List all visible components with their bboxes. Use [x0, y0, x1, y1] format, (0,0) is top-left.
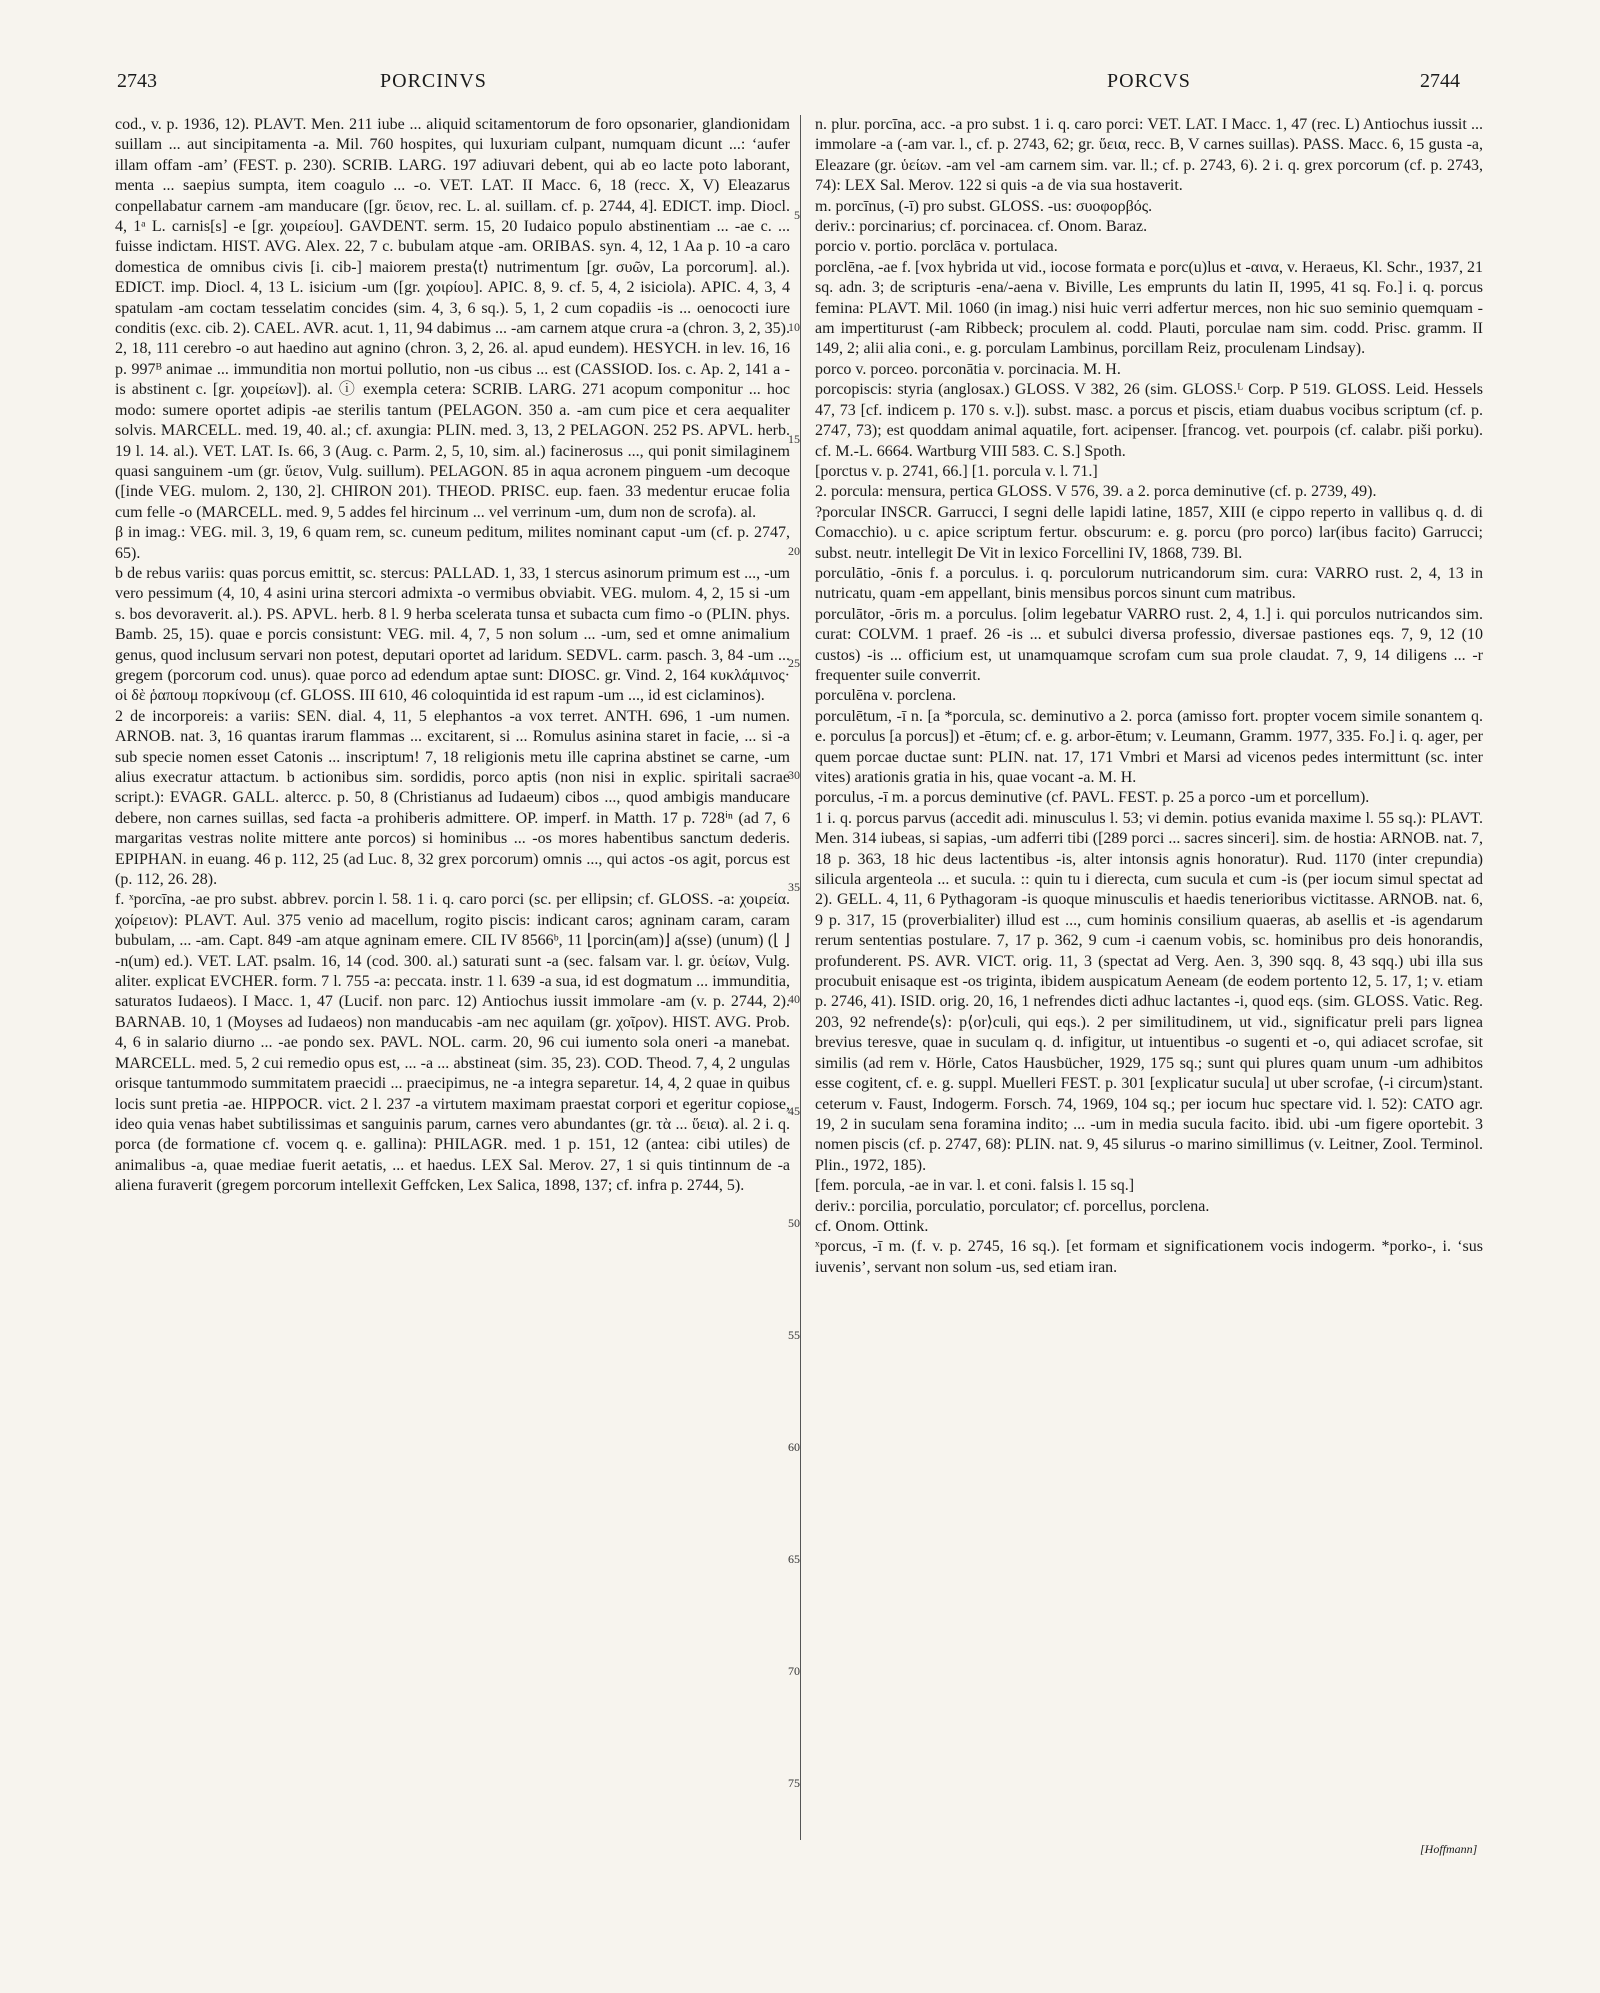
line-number: 45 — [788, 1104, 800, 1118]
line-number: 50 — [788, 1216, 800, 1230]
paragraph: porculātio, -ōnis f. a porculus. i. q. porculorum nutricandorum sim. cura: VARRO rust. 2, 4, 13 in nutricatu, quam -em appellant, binis mensibus porcos sinunt cum matribus. — [815, 564, 1483, 603]
paragraph: n. plur. porcīna, acc. -a pro subst. 1 i. q. caro porci: VET. LAT. I Macc. 1, 47 (rec. L) Antiochus iussit ... immolare -a (-am var. l., cf. p. 2743, 62; gr. ὕεια, recc. B, V carnes suillas). PASS. Macc. 6, 15 gusta -a, Eleazare (gr. ὑείων. -am vel -am carnem sim. var. ll.; cf. p. 2743, 6). 2 i. q. grex porcorum (cf. p. 2743, 74): LEX Sal. Merov. 122 si quis -a de via sua hostaverit. — [815, 116, 1483, 195]
line-number: 65 — [788, 1552, 800, 1566]
line-number: 40 — [788, 992, 800, 1006]
paragraph: b de rebus variis: quas porcus emittit, sc. stercus: PALLAD. 1, 33, 1 stercus asinorum primum est ..., -um vero pessimum (4, 10, 4 asini urina stercori admixta -o vermibus obviabit. VEG. mulom. 4, 2, 15 si -um s. bos devoraverit. al.). PS. APVL. herb. 8 l. 9 herba scelerata tunsa et subacta cum fimo -o (PLIN. phys. Bamb. 25, 15). quae e porcis consistunt: VEG. mil. 4, 7, 5 non solum ... -um, sed et omne animalium genus, quod inclusum servari non potest, deputari oportet ad laridum. SEDVL. carm. pasch. 3, 84 -um ... gregem (porcorum cod. unus). quae porco ad edendum aptae sunt: DIOSC. gr. Vind. 2, 164 κυκλάμινος· οἱ δὲ ῥαπουμ πορκίνουμ (cf. GLOSS. III 610, 46 coloquintida id est rapum -um ..., id est ciclaminos). — [115, 564, 790, 705]
paragraph: cf. Onom. Ottink. — [815, 1217, 929, 1235]
line-number-margin — [770, 115, 800, 1915]
paragraph: porculētum, -ī n. [a *porcula, sc. deminutivo a 2. porca (amisso fort. propter vocem simile sonantem q. e. porculus [a porcus]) et -ētum; cf. e. g. arbor-ētum; v. Leumann, Gramm. 1977, 335. Fo.] i. q. ager, per quem porcae ductae sunt: PLIN. nat. 17, 171 Vmbri et Marsi ad vicenos pedes intermittunt (sc. inter vites) arationis gratia in his, quae vocant -a. M. H. — [815, 707, 1483, 786]
paragraph: [fem. porcula, -ae in var. l. et coni. falsis l. 15 sq.] — [815, 1177, 1135, 1195]
paragraph: β in imag.: VEG. mil. 3, 19, 6 quam rem, sc. cuneum peditum, milites nominant caput -um (cf. p. 2747, 65). — [115, 524, 790, 562]
signature-mark: [Hoffmann] — [1420, 1842, 1478, 1856]
paragraph: 2. porcula: mensura, pertica GLOSS. V 576, 39. a 2. porca deminutive (cf. p. 2739, 49). — [815, 483, 1377, 501]
paragraph: deriv.: porcilia, porculatio, porculator; cf. porcellus, porclena. — [815, 1197, 1210, 1215]
page-number-left: 2743 — [117, 70, 157, 92]
line-number: 75 — [788, 1776, 800, 1790]
line-number: 60 — [788, 1440, 800, 1454]
line-number: 35 — [788, 880, 800, 894]
paragraph: deriv.: porcinarius; cf. porcinacea. cf. Onom. Baraz. — [815, 218, 1148, 236]
paragraph: 1 i. q. porcus parvus (accedit adi. minusculus l. 53; vi demin. potius evanida maxime l. 55 sq.): PLAVT. Men. 314 iubeas, si sapias, -um adferri tibi ([289 porci ... sacres sinceri]. sim. de hostia: ARNOB. nat. 7, 18 p. 363, 18 hic deus lactentibus -is, alter intonsis agnis honoratur). Rud. 1170 (inter crepundia) silicula argenteola ... et sucula. :: quin tu i dierecta, cum sucula et cum -is (per iocum simul spectat ad 2). GELL. 4, 11, 6 Pythagoram -is quoque minusculis et haedis tenerioribus victitasse. ARNOB. nat. 6, 9 p. 317, 15 (proverbialiter) illud est ..., cum hominis consilium quaeras, ab asellis et -is agendarum rerum sententias postulare. 7, 17 p. 362, 9 cum -i caenum vobis, sc. hominibus pro deis honorandis, profunderent. PS. AVR. VICT. orig. 11, 3 (spectat ad Verg. Aen. 3, 390 sqq. 8, 43 sqq.) ubi illa sus procubuit enisaque est -os triginta, ibidem auspicatum Aeneam (de eodem portento 12, 5. 17, 1; v. etiam p. 2746, 41). ISID. orig. 20, 16, 1 nefrendes dicti adhuc lactantes -i, quod eqs. (sim. GLOSS. Vatic. Reg. 203, 92 nefrende⟨s⟩: p⟨or⟩culi, qui eqs.). 2 per similitudinem, ut vid., significatur preli pars lignea brevius teresve, quae in suculam q. d. infigitur, ut intuentibus -o sugenti et -o, qui adiacet scrofae, sit similis (ad rem v. Hörle, Catos Hausbücher, 1929, 175 sq.; sunt qui plures quam unum -um adhibitos esse cogitent, cf. e. g. suppl. Muelleri FEST. p. 301 [explicatur sucula] ut uber scrofae, ⟨-i circum⟩stant. ceterum v. Faust, Indogerm. Forsch. 74, 1969, 104 sq.; per iocum huc spectare vid. l. 52): CATO agr. 19, 2 in suculam sena foramina indito; ... -um in media sucula facito. ibid. ubi -um figere oportebit. 3 nomen piscis (cf. p. 2747, 68): PLIN. nat. 9, 45 silurus -o marino simillimus (v. Leitner, Zool. Terminol. Plin., 1972, 185). — [815, 809, 1483, 1174]
paragraph: cod., v. p. 1936, 12). PLAVT. Men. 211 iube ... aliquid scitamentorum de foro opsonarier, glandionidam suillam ... aut sincipitamenta -a. Mil. 760 hospites, qui luxuriam culpant, numquam dicunt ...: ‘aufer illam offam -am’ (FEST. p. 230). SCRIB. LARG. 197 adiuvari debent, qui ab eo lacte poto laborant, menta ... saepius sumpta, item coagulo ... -o. VET. LAT. II Macc. 6, 18 (recc. X, V) Eleazarus conpellabatur carnem -am manducare ([gr. ὕειον, rec. L. al. suillam. cf. p. 2744, 4]. EDICT. imp. Diocl. 4, 1ᵃ L. carnis[s] -e [gr. χοιρείου]. GAVDENT. serm. 15, 20 Iudaico populo abstinentiam ... -ae c. ... fuisse indictam. HIST. AVG. Alex. 22, 7 c. bubulam atque -am. ORIBAS. syn. 4, 12, 1 Aa p. 10 -a caro domestica de omnibus civis [i. cib-] maiorem presta⟨t⟩ nutrimentum [gr. συῶν, La porcorum]. al.). EDICT. imp. Diocl. 4, 13 L. isicium -um ([gr. χοιρίου]. APIC. 8, 9. cf. 5, 4, 2 isiciola). APIC. 4, 3, 4 spatulam -am coctam tesselatim concides (sim. 4, 3, 6 sq.). 5, 1, 2 cum copadiis -is ... oenococti iure conditis (exc. cib. 2). CAEL. AVR. acut. 1, 11, 94 dabimus ... -am carnem atque crura -a (chron. 3, 2, 35). 2, 18, 111 cerebro -o aut haedino aut agnino (chron. 3, 2, 26. al. apud eundem). HESYCH. in lev. 16, 16 p. 997ᴮ animae ... immunditia non mortui pollutio, non -us cibus ... est (CASSIOD. Ios. c. Ap. 2, 141 a -is abstinent c. [gr. χοιρείων]). al. ⓘ exempla cetera: SCRIB. LARG. 271 acopum componitur ... hoc modo: sumere oportet adipis -ae sterilis tantum (PELAGON. 350 a. -am cum pice et cera aequaliter solvis. MARCELL. med. 19, 40. al.; cf. axungia: PLIN. med. 3, 13, 2 PELAGON. 252 PS. APVL. herb. 19 l. 14. al.). VET. LAT. Is. 66, 3 (Aug. c. Parm. 2, 5, 10, sim. al.) facinerosus ..., qui ponit similaginem quasi sanguinem -um (gr. ὕειον, Vulg. suillum). PELAGON. 85 in aqua acronem pinguem -um decoque ([inde VEG. mulom. 2, 130, 2]. CHIRON 201). THEOD. PRISC. eup. faen. 33 medentur erucae folia cum felle -o (MARCELL. med. 9, 5 addes fel hircinum ... vel verrinum -um, dum non de scrofa). al. — [115, 116, 790, 521]
paragraph: porculēna v. porclena. — [815, 687, 957, 705]
line-number: 25 — [788, 656, 800, 670]
line-number: 55 — [788, 1328, 800, 1342]
paragraph: porcopiscis: styria (anglosax.) GLOSS. V 382, 26 (sim. GLOSS.ᴸ Corp. P 519. GLOSS. Leid. Hessels 47, 73 [cf. indicem p. 170 s. v.]). subst. masc. a porcus et piscis, etiam duabus vocibus scriptum (cf. p. 2747, 73); est quoddam animal aquatile, fort. acipenser. [francog. vet. pourpois (cf. calabr. piši porku). cf. M.-L. 6664. Wartburg VIII 583. C. S.] Spoth. — [815, 381, 1483, 460]
page-number-right: 2744 — [1420, 70, 1460, 92]
paragraph: ˣporcus, -ī m. (f. v. p. 2745, 16 sq.). [et formam et significationem vocis indogerm. *porko-, i. ‘sus iuvenis’, servant non solum -us, sed etiam iran. — [815, 1238, 1483, 1276]
running-lemma-right: PORCVS — [1107, 70, 1191, 92]
line-number: 5 — [794, 208, 800, 222]
paragraph: [porctus v. p. 2741, 66.] [1. porcula v. l. 71.] — [815, 462, 1098, 480]
paragraph: m. porcīnus, (-ī) pro subst. GLOSS. -us: συοφορβός. — [815, 197, 1153, 215]
line-number: 10 — [788, 320, 800, 334]
line-number: 20 — [788, 544, 800, 558]
paragraph: porcio v. portio. porclāca v. portulaca. — [815, 238, 1058, 256]
line-number: 70 — [788, 1664, 800, 1678]
paragraph: f. ˣporcīna, -ae pro subst. abbrev. porcin l. 58. 1 i. q. caro porci (sc. per ellipsin; cf. GLOSS. -a: χοιρεία. χοίρειον): PLAVT. Aul. 375 venio ad macellum, rogito piscis: indicant caros; agninam caram, caram bubulam, ... -am. Capt. 849 -am atque agninam emere. CIL IV 8566ᵇ, 11 ⌊porcin(am)⌋ a(sse) (unum) (⌊ ⌋ -n(um) ed.). VET. LAT. psalm. 16, 14 (cod. 300. al.) saturati sunt -a (sec. falsam var. l. gr. ὑείων, Vulg. aliter. explicat EVCHER. form. 7 l. 755 -a: peccata. instr. 1 l. 639 -a sua, id est dogmatum ... immunditia, saturatos Iudaeos). I Macc. 1, 47 (Lucif. non parc. 12) Antiochus iussit immolare -am (v. p. 2744, 2). BARNAB. 10, 1 (Moyses ad Iudaeos) non manducabis -am nec aquilam (gr. χοῖρον). HIST. AVG. Prob. 4, 6 in salario diurno ... -ae pondo sex. PAVL. NOL. carm. 20, 96 cui iumento sola oneri -a manebat. MARCELL. med. 5, 2 cui remedio opus est, ... -a ... abstineat (sim. 35, 23). COD. Theod. 7, 4, 2 ungulas orisque tantummodo summitatem praecidi ... praecipimus, ne -a integra separetur. 14, 4, 2 quae in quibus locis sunt pretia -ae. HIPPOCR. vict. 2 l. 237 -a virtutem maximam praestat corpori et egeritur copiose, ideo quia venas habet subtilissimas et sanguinis parum, carnes vero abundantes (gr. τὰ ... ὕεια). al. 2 i. q. porca (de formatione cf. vocem q. e. gallina): PHILAGR. med. 1 p. 151, 12 (antea: cibi utiles) de animalibus -a, quae mediae fuerit aetatis, ... et haedus. LEX Sal. Merov. 27, 1 si quis tintinnum de -a aliena furaverit (gregem porcorum intellexit Geffcken, Lex Salica, 1898, 137; cf. infra p. 2744, 5). — [115, 891, 790, 1195]
column-divider — [800, 115, 801, 1840]
paragraph: porclēna, -ae f. [vox hybrida ut vid., iocose formata e porc(u)lus et -αινα, v. Heraeus, Kl. Schr., 1937, 21 sq. adn. 3; de scripturis -ena/-aena v. Biville, Les emprunts du latin II, 1995, 41 sq. Fo.] i. q. porcus femina: PLAVT. Mil. 1060 (in imag.) nisi huic verri adfertur merces, non hic suo seminio quemquam -am impertiturust (-am Ribbeck; proculem al. codd. Plauti, porculae nam sim. codd. Prisc. gramm. II 149, 2; alii alia coni., e. g. porculam Lambinus, porcillam Reiz, proculenam Lindsay). — [815, 258, 1483, 358]
line-number: 30 — [788, 768, 800, 782]
running-head — [0, 70, 1600, 100]
left-column — [115, 115, 790, 1945]
paragraph: ?porcular INSCR. Garrucci, I segni delle lapidi latine, 1857, XIII (e cippo reperto in vallibus q. d. di Comacchio). u c. apice scriptum fertur. obscurum: e. g. porcu (pro porco) lar(ibus facito) Garrucci; subst. neutr. intellegit De Vit in lexico Forcellini IV, 1868, 739. Bl. — [815, 503, 1483, 562]
line-number: 15 — [788, 432, 800, 446]
right-column — [815, 115, 1483, 1945]
paragraph: porculātor, -ōris m. a porculus. [olim legebatur VARRO rust. 2, 4, 1.] i. qui porculos nutricandos sim. curat: COLVM. 1 praef. 26 -is ... et subulci diversa professio, diversae pastiones eqs. 7, 9, 12 (10 custos) -is ... officium est, ut unamquamque scrofam cum sua prole claudat. 7, 9, 14 diligens ... -r frequenter suile converrit. — [815, 605, 1483, 684]
paragraph: porco v. porceo. porconātia v. porcinacia. M. H. — [815, 360, 1121, 378]
paragraph: 2 de incorporeis: a variis: SEN. dial. 4, 11, 5 elephantos -a vox terret. ANTH. 696, 1 -um numen. ARNOB. nat. 3, 16 quantas irarum flammas ... excitarent, si ... Romulus asinina staret in facie, ... si -a sub specie nomen esset Catonis ... inscriptum! 7, 18 religionis metu ille caprina abstinet se carne, -um alius execratur attactum. b actionibus sim. sordidis, porco aptis (non nisi in explic. spiritali sacrae script.): EVAGR. GALL. altercc. p. 50, 8 (Christianus ad Iudaeum) cibos ..., quod ambigis manducare debere, non carnes suillas, sed facta -a prohiberis admittere. OP. imperf. in Matth. 17 p. 728ⁱⁿ (ad 7, 6 margaritas vestras nolite mittere ante porcos) si hominibus ... -os mores habentibus sanctum dederis. EPIPHAN. in euang. 46 p. 112, 25 (ad Luc. 8, 32 grex porcorum) omnis ..., qui actos -os agit, porcus est (p. 112, 26. 28). — [115, 707, 790, 889]
paragraph: porculus, -ī m. a porcus deminutive (cf. PAVL. FEST. p. 25 a porco -um et porcellum). — [815, 789, 1370, 807]
running-lemma-left: PORCINVS — [380, 70, 487, 92]
